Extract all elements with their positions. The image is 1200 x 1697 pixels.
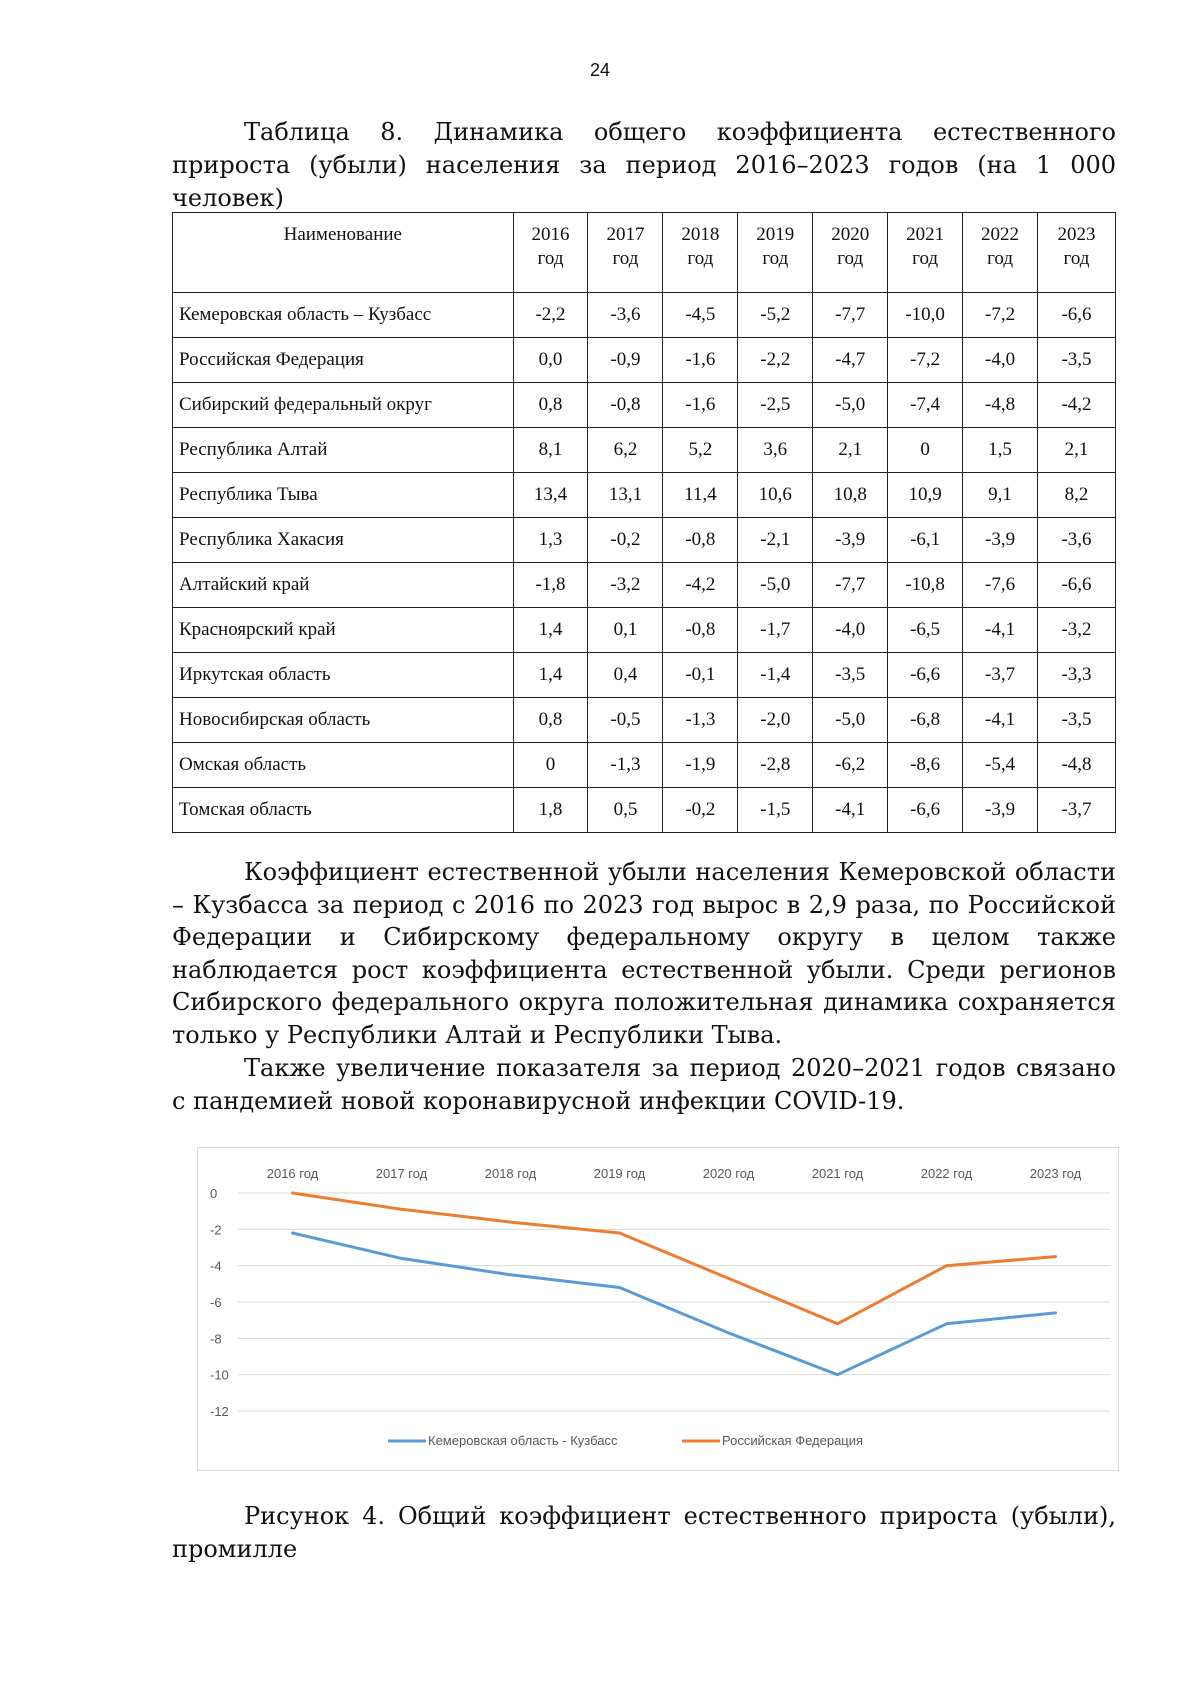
value-cell: -3,6 [1038, 518, 1116, 563]
value-cell: -2,5 [738, 383, 813, 428]
header-year-cell [813, 213, 888, 293]
paragraph-1 [172, 856, 1116, 1051]
value-cell: -5,0 [813, 698, 888, 743]
table-row [173, 563, 1116, 608]
table-caption-text: Таблица 8. Динамика общего коэффициента естественного прироста (убыли) населения за период 2016–2023 годов (на 1 000 человек) [172, 118, 1116, 212]
value-cell: 6,2 [588, 428, 663, 473]
table-row [173, 338, 1116, 383]
value-cell: -4,8 [1038, 743, 1116, 788]
y-tick-label: -2 [210, 1222, 222, 1238]
value-cell: -5,0 [738, 563, 813, 608]
y-tick-label: -10 [210, 1367, 229, 1383]
paragraph-1-text: Коэффициент естественной убыли населения Кемеровской области – Кузбасса за период с 2016 по 2023 год вырос в 2,9 раза, по Российской Федерации и Сибирскому федеральному округу в целом также наблюдается рост коэффициента естественной убыли. Среди регионов Сибирского федерального округа положительная динамика сохраняется только у Республики Алтай и Республики Тыва. [172, 858, 1116, 1049]
value-cell: 0,8 [513, 698, 588, 743]
header-year: 2017 [606, 224, 645, 245]
page-number: 24 [589, 60, 611, 80]
value-cell: 1,8 [513, 788, 588, 833]
value-cell: -6,8 [888, 698, 963, 743]
table-row [173, 473, 1116, 518]
value-cell: -4,8 [963, 383, 1038, 428]
y-tick-label: 0 [210, 1186, 218, 1201]
table-row [173, 698, 1116, 743]
value-cell: -4,0 [963, 338, 1038, 383]
value-cell: 0,4 [588, 653, 663, 698]
value-cell: -6,6 [888, 653, 963, 698]
value-cell: -2,0 [738, 698, 813, 743]
region-name-cell: Иркутская область [173, 653, 514, 698]
header-year-cell [738, 213, 813, 293]
value-cell: -3,7 [1038, 788, 1116, 833]
value-cell: -5,2 [738, 293, 813, 338]
header-year: 2020 [831, 224, 870, 245]
header-year-word: год [612, 248, 639, 269]
value-cell: -3,7 [963, 653, 1038, 698]
header-year: 2019 [756, 224, 795, 245]
value-cell: -5,4 [963, 743, 1038, 788]
value-cell: 8,1 [513, 428, 588, 473]
value-cell: -7,7 [813, 563, 888, 608]
value-cell: -4,1 [963, 698, 1038, 743]
value-cell: -7,7 [813, 293, 888, 338]
value-cell: -0,8 [663, 608, 738, 653]
value-cell: -4,7 [813, 338, 888, 383]
value-cell: -0,1 [663, 653, 738, 698]
figure-caption-text: Рисунок 4. Общий коэффициент естественного прироста (убыли), промилле [172, 1502, 1116, 1563]
x-tick-label: 2020 год [702, 1166, 755, 1181]
value-cell: -1,4 [738, 653, 813, 698]
value-cell: -1,3 [588, 743, 663, 788]
value-cell: 0,0 [513, 338, 588, 383]
value-cell: 10,6 [738, 473, 813, 518]
header-year-cell [888, 213, 963, 293]
value-cell: -4,2 [1038, 383, 1116, 428]
region-name-cell: Алтайский край [173, 563, 514, 608]
paragraph-2-text: Также увеличение показателя за период 2020–2021 годов связано с пандемией новой коронавирусной инфекции COVID-19. [172, 1054, 1116, 1115]
value-cell: -8,6 [888, 743, 963, 788]
table-row [173, 608, 1116, 653]
x-tick-label: 2016 год [266, 1166, 319, 1181]
table-caption [172, 116, 1116, 215]
value-cell: 1,5 [963, 428, 1038, 473]
value-cell: -4,5 [663, 293, 738, 338]
value-cell: -2,2 [513, 293, 588, 338]
value-cell: 0 [513, 743, 588, 788]
value-cell: 8,2 [1038, 473, 1116, 518]
value-cell: -7,2 [888, 338, 963, 383]
header-year-cell [513, 213, 588, 293]
y-tick-label: -12 [210, 1404, 229, 1419]
value-cell: -2,1 [738, 518, 813, 563]
value-cell: -4,1 [813, 788, 888, 833]
region-name-cell: Российская Федерация [173, 338, 514, 383]
value-cell: -3,3 [1038, 653, 1116, 698]
table-row [173, 518, 1116, 563]
x-tick-label: 2022 год [920, 1166, 973, 1181]
y-tick-label: -4 [210, 1258, 222, 1274]
value-cell: 2,1 [813, 428, 888, 473]
table-row [173, 383, 1116, 428]
region-name-cell: Республика Хакасия [173, 518, 514, 563]
line-chart [197, 1147, 1119, 1471]
x-tick-label: 2017 год [375, 1166, 428, 1181]
header-year-cell [588, 213, 663, 293]
value-cell: -1,7 [738, 608, 813, 653]
value-cell: -6,6 [1038, 293, 1116, 338]
value-cell: 0,1 [588, 608, 663, 653]
x-tick-label: 2021 год [811, 1166, 864, 1181]
value-cell: -6,2 [813, 743, 888, 788]
header-year-word: год [912, 248, 939, 269]
value-cell: -7,4 [888, 383, 963, 428]
value-cell: 0,8 [513, 383, 588, 428]
legend-label: Кемеровская область - Кузбасс [428, 1433, 618, 1448]
value-cell: -10,0 [888, 293, 963, 338]
value-cell: 1,4 [513, 653, 588, 698]
value-cell: 5,2 [663, 428, 738, 473]
value-cell: 0 [888, 428, 963, 473]
header-year-cell [1038, 213, 1116, 293]
value-cell: 2,1 [1038, 428, 1116, 473]
value-cell: 13,4 [513, 473, 588, 518]
value-cell: -3,5 [813, 653, 888, 698]
value-cell: -3,2 [588, 563, 663, 608]
value-cell: -3,9 [963, 518, 1038, 563]
header-year-word: год [987, 248, 1014, 269]
header-name-cell: Наименование [173, 213, 514, 293]
value-cell: -1,8 [513, 563, 588, 608]
figure-caption [172, 1500, 1116, 1566]
header-year-word: год [537, 248, 564, 269]
value-cell: -0,8 [588, 383, 663, 428]
value-cell: -2,8 [738, 743, 813, 788]
table-header-row [173, 213, 1116, 293]
value-cell: -3,5 [1038, 698, 1116, 743]
value-cell: -10,8 [888, 563, 963, 608]
header-year-word: год [1063, 248, 1090, 269]
region-name-cell: Томская область [173, 788, 514, 833]
value-cell: -0,9 [588, 338, 663, 383]
value-cell: -4,2 [663, 563, 738, 608]
region-name-cell: Республика Алтай [173, 428, 514, 473]
region-name-cell: Сибирский федеральный округ [173, 383, 514, 428]
y-tick-label: -8 [210, 1331, 222, 1347]
header-year-word: год [837, 248, 864, 269]
value-cell: 0,5 [588, 788, 663, 833]
header-year-word: год [762, 248, 789, 269]
value-cell: -1,6 [663, 338, 738, 383]
chart-svg [198, 1148, 1118, 1470]
value-cell: -1,9 [663, 743, 738, 788]
value-cell: -0,5 [588, 698, 663, 743]
value-cell: -3,9 [813, 518, 888, 563]
table-body [173, 293, 1116, 833]
table-header [173, 213, 1116, 293]
value-cell: -6,1 [888, 518, 963, 563]
value-cell: -0,2 [588, 518, 663, 563]
value-cell: 11,4 [663, 473, 738, 518]
region-name-cell: Красноярский край [173, 608, 514, 653]
region-name-cell: Республика Тыва [173, 473, 514, 518]
header-year: 2018 [681, 224, 720, 245]
value-cell: 10,9 [888, 473, 963, 518]
value-cell: -2,2 [738, 338, 813, 383]
table-row [173, 788, 1116, 833]
region-name-cell: Кемеровская область – Кузбасс [173, 293, 514, 338]
value-cell: -7,2 [963, 293, 1038, 338]
value-cell: -4,1 [963, 608, 1038, 653]
value-cell: 3,6 [738, 428, 813, 473]
value-cell: 9,1 [963, 473, 1038, 518]
x-tick-label: 2023 год [1029, 1166, 1082, 1181]
legend-label: Российская Федерация [722, 1433, 864, 1448]
value-cell: 10,8 [813, 473, 888, 518]
paragraph-2 [172, 1052, 1116, 1117]
region-name-cell: Новосибирская область [173, 698, 514, 743]
value-cell: -6,6 [1038, 563, 1116, 608]
header-year-word: год [687, 248, 714, 269]
y-tick-label: -6 [210, 1295, 222, 1310]
value-cell: -6,6 [888, 788, 963, 833]
value-cell: 1,3 [513, 518, 588, 563]
value-cell: -0,8 [663, 518, 738, 563]
value-cell: -3,2 [1038, 608, 1116, 653]
value-cell: -4,0 [813, 608, 888, 653]
header-year-cell [963, 213, 1038, 293]
x-tick-label: 2019 год [593, 1166, 646, 1181]
value-cell: -1,6 [663, 383, 738, 428]
value-cell: -3,9 [963, 788, 1038, 833]
value-cell: 13,1 [588, 473, 663, 518]
value-cell: -7,6 [963, 563, 1038, 608]
table-row [173, 293, 1116, 338]
value-cell: -1,3 [663, 698, 738, 743]
table-row [173, 743, 1116, 788]
value-cell: -6,5 [888, 608, 963, 653]
table-row [173, 653, 1116, 698]
header-year: 2022 [981, 224, 1020, 245]
data-table [172, 212, 1116, 833]
region-name-cell: Омская область [173, 743, 514, 788]
value-cell: -0,2 [663, 788, 738, 833]
header-year: 2021 [906, 224, 945, 245]
value-cell: -1,5 [738, 788, 813, 833]
header-year: 2016 [531, 224, 570, 245]
header-year-cell [663, 213, 738, 293]
value-cell: -5,0 [813, 383, 888, 428]
value-cell: -3,6 [588, 293, 663, 338]
value-cell: -3,5 [1038, 338, 1116, 383]
table-row [173, 428, 1116, 473]
x-tick-label: 2018 год [484, 1166, 537, 1181]
header-year: 2023 [1057, 224, 1096, 245]
value-cell: 1,4 [513, 608, 588, 653]
